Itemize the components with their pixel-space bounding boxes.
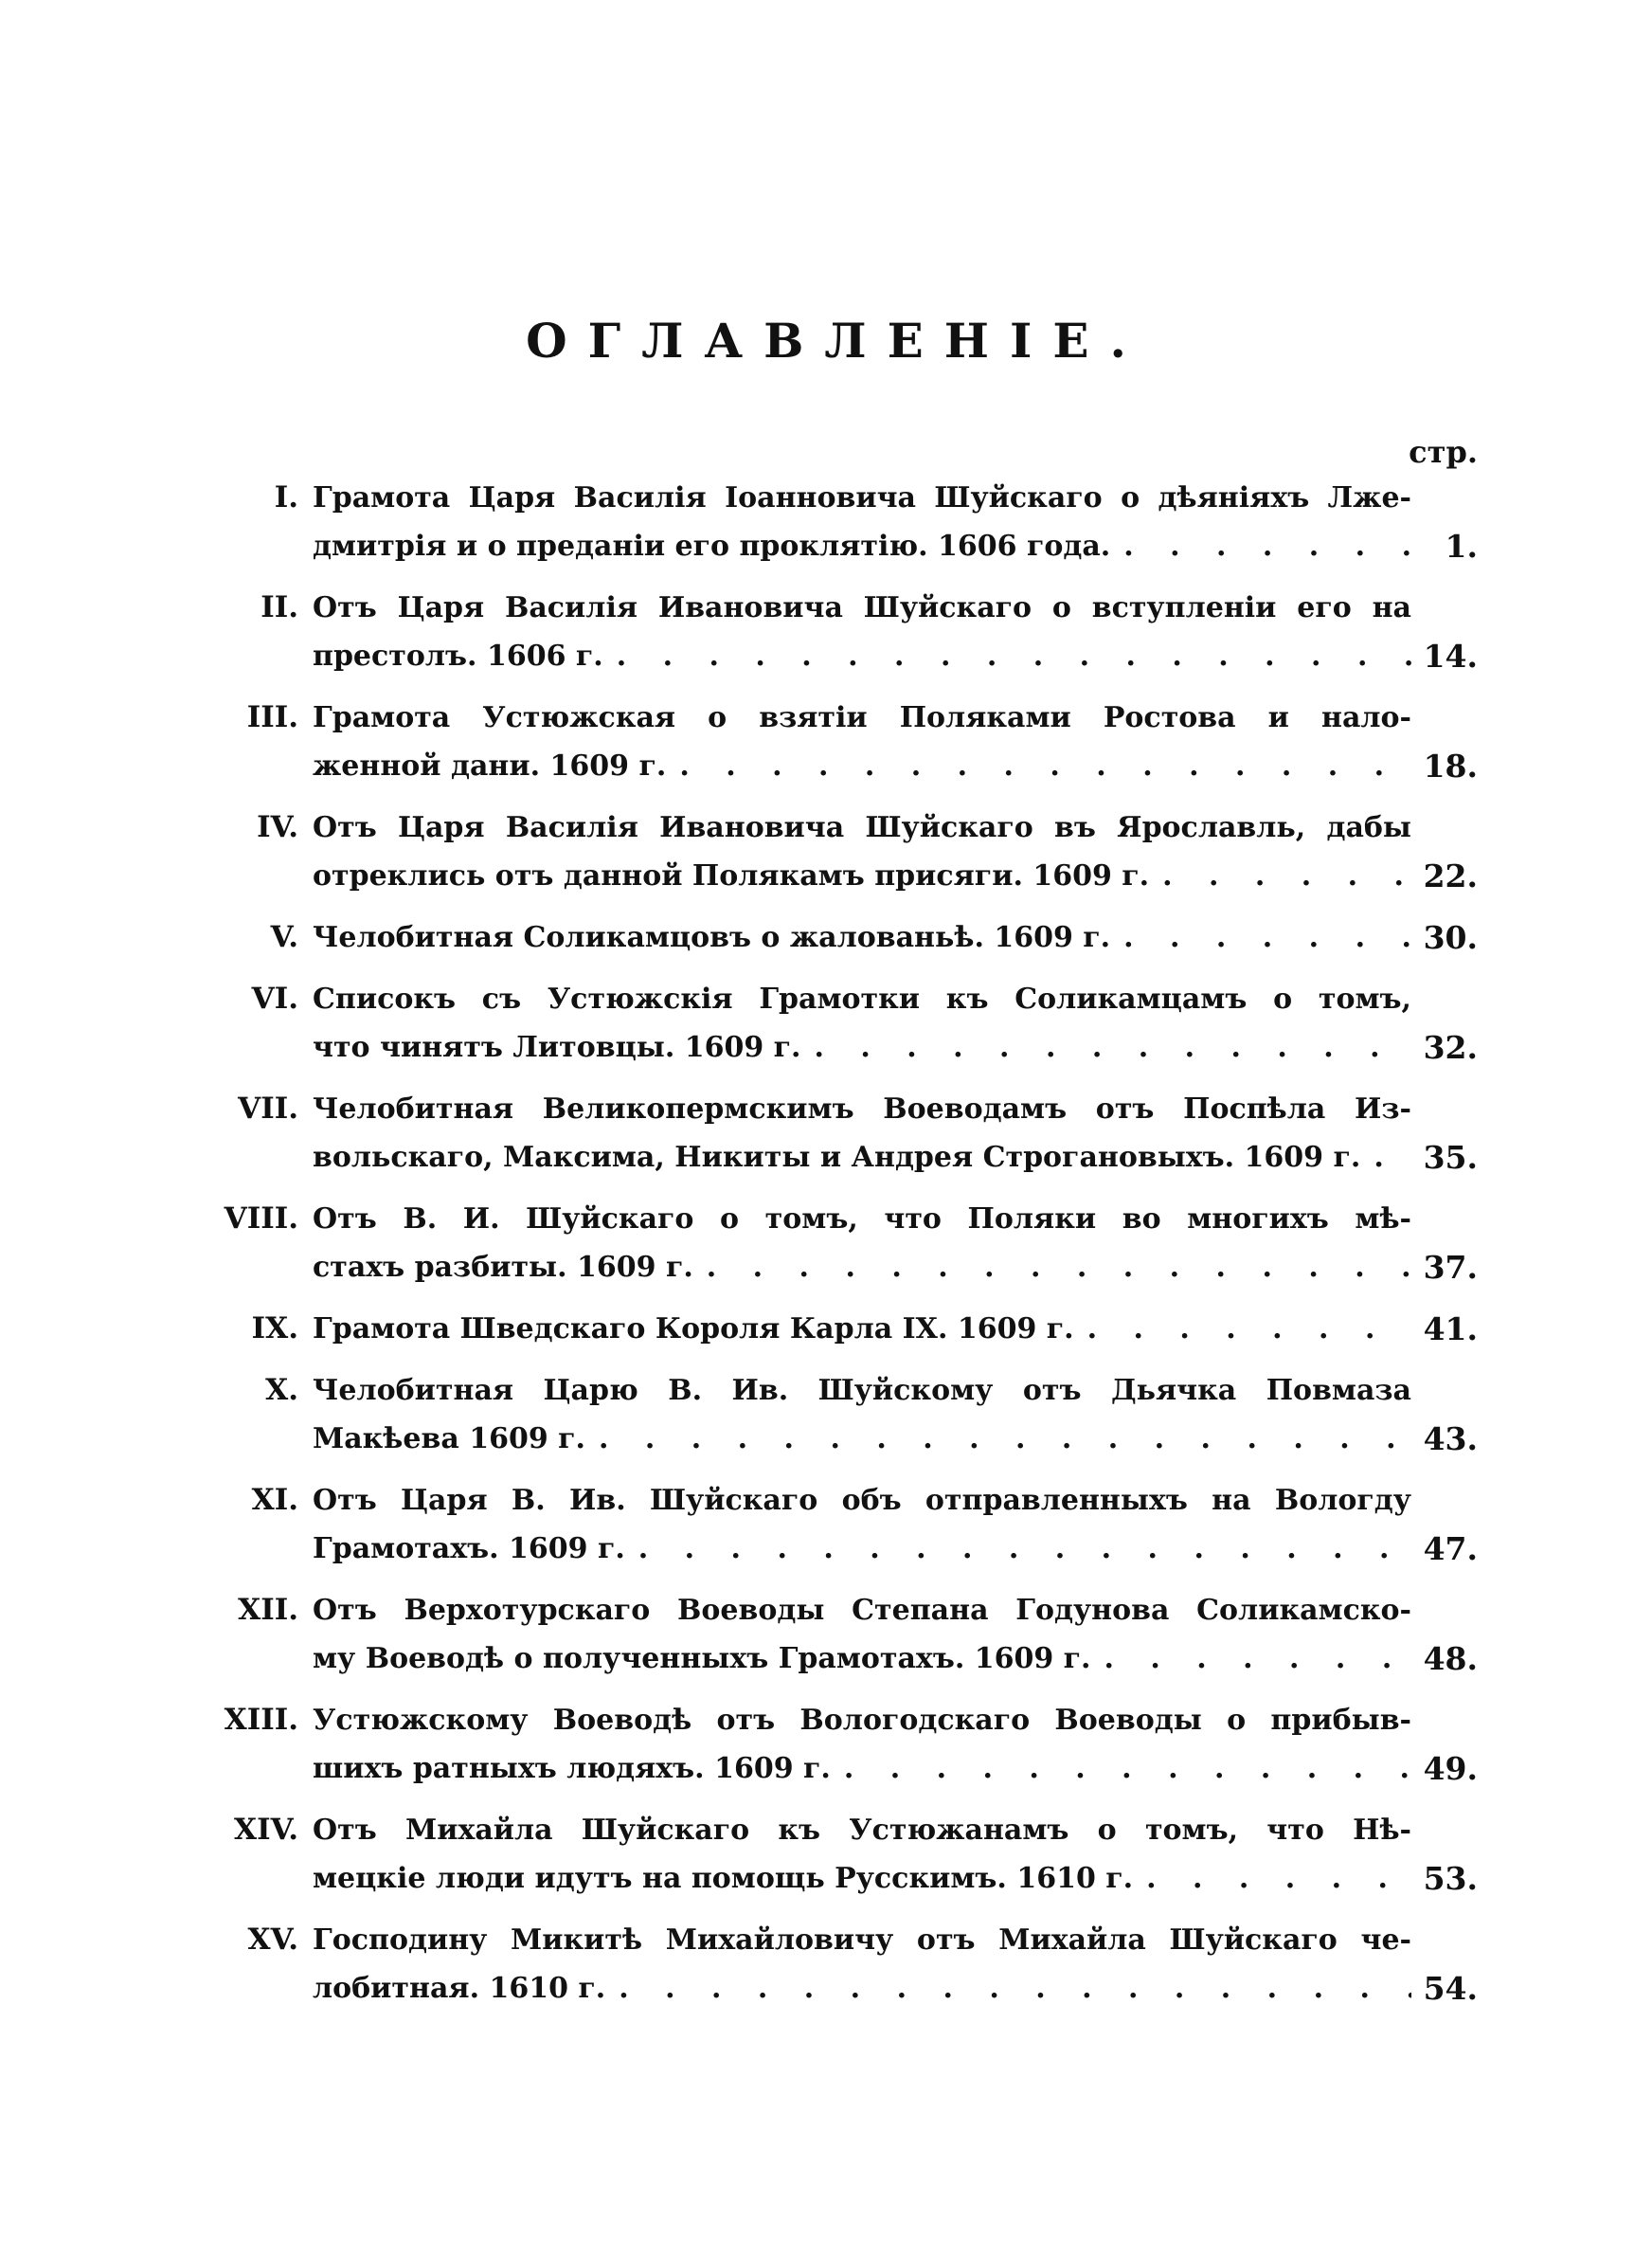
entry-numeral: I.: [274, 480, 298, 515]
entry-page-number: 30.: [1423, 919, 1478, 956]
entry-numeral: VI.: [251, 982, 298, 1016]
table-of-contents: [0, 474, 1652, 2026]
toc-entry: [0, 1806, 1652, 1903]
toc-entry: [0, 1586, 1652, 1683]
entry-text-last: стахъ разбиты. 1609 г.: [313, 1251, 693, 1284]
entry-page-number: 43.: [1423, 1420, 1478, 1457]
entry-numeral: V.: [270, 920, 298, 954]
entry-text-line: Отъ Верхотурскаго Воеводы Степана Годунова Соликамско-: [313, 1594, 1411, 1627]
entry-numeral: III.: [246, 700, 298, 734]
entry-text-last: лобитная. 1610 г.: [313, 1972, 606, 2005]
entry-page-number: 49.: [1423, 1750, 1478, 1787]
entry-numeral: IX.: [251, 1311, 298, 1345]
page-column-label: стр.: [1409, 434, 1478, 470]
entry-page-number: 53.: [1423, 1860, 1478, 1897]
toc-entry: [0, 1085, 1652, 1182]
entry-text-last: Макѣева 1609 г.: [313, 1422, 585, 1455]
toc-entry: [0, 913, 1652, 962]
entry-text-line: Челобитная Великопермскимъ Воеводамъ отъ Поспѣла Из-: [313, 1092, 1411, 1126]
leader-dots: [638, 1525, 1411, 1573]
entry-text-line: Отъ Михайла Шуйскаго къ Устюжанамъ о томъ, что Нѣ-: [313, 1814, 1411, 1847]
entry-text-last: Челобитная Соликамцовъ о жалованьѣ. 1609 г.: [313, 921, 1111, 954]
entry-page-number: 1.: [1445, 528, 1478, 565]
entry-numeral: XIV.: [234, 1813, 298, 1847]
entry-numeral: XII.: [238, 1593, 298, 1627]
toc-entry: [0, 1916, 1652, 2013]
entry-page-number: 35.: [1423, 1139, 1478, 1176]
entry-text-line: Челобитная Царю В. Ив. Шуйскому отъ Дьячка Повмаза: [313, 1374, 1411, 1407]
leader-dots: [599, 1415, 1411, 1463]
leader-dots: [1146, 1854, 1411, 1903]
entry-text-last: женной дани. 1609 г.: [313, 749, 667, 783]
leader-dots: [1104, 1634, 1411, 1683]
entry-page-number: 41.: [1423, 1310, 1478, 1347]
entry-page-number: 48.: [1423, 1640, 1478, 1677]
entry-numeral: II.: [260, 590, 298, 624]
entry-text-last: вольскаго, Максима, Никиты и Андрея Строгановыхъ. 1609 г.: [313, 1141, 1361, 1174]
entry-text-last: мецкіе люди идутъ на помощь Русскимъ. 1610 г.: [313, 1862, 1134, 1895]
entry-page-number: 54.: [1423, 1970, 1478, 2007]
entry-text-last: шихъ ратныхъ людяхъ. 1609 г.: [313, 1752, 831, 1785]
entry-text-last: Грамотахъ. 1609 г.: [313, 1532, 625, 1565]
leader-dots: [1087, 1305, 1411, 1353]
entry-numeral: VIII.: [224, 1201, 298, 1236]
leader-dots: [707, 1243, 1411, 1291]
entry-text-line: Списокъ съ Устюжскія Грамотки къ Соликамцамъ о томъ,: [313, 983, 1411, 1016]
entry-text-line: Грамота Царя Василія Іоанновича Шуйскаго о дѣяніяхъ Лже-: [313, 481, 1411, 515]
entry-page-number: 22.: [1423, 858, 1478, 894]
entry-page-number: 37.: [1423, 1249, 1478, 1286]
leader-dots: [1123, 522, 1411, 570]
toc-entry: [0, 694, 1652, 790]
leader-dots: [815, 1023, 1412, 1072]
entry-text-last: дмитрія и о преданіи его проклятію. 1606 года.: [313, 530, 1111, 563]
entry-text-line: Господину Микитѣ Михайловичу отъ Михайла Шуйскаго че-: [313, 1923, 1411, 1957]
toc-entry: [0, 1476, 1652, 1573]
leader-dots: [617, 632, 1411, 680]
leader-dots: [619, 1964, 1411, 2013]
entry-text-line: Отъ Царя Василія Ивановича Шуйскаго о вступленіи его на: [313, 591, 1411, 624]
page-title: ОГЛАВЛЕНIЕ.: [526, 313, 1147, 369]
entry-page-number: 47.: [1423, 1530, 1478, 1567]
leader-dots: [679, 742, 1411, 790]
entry-text-last: Грамота Шведскаго Короля Карла IX. 1609 г.: [313, 1312, 1074, 1345]
entry-text-line: Отъ Царя В. Ив. Шуйскаго объ отправленныхъ на Вологду: [313, 1484, 1411, 1517]
entry-numeral: X.: [265, 1373, 298, 1407]
entry-numeral: XI.: [251, 1483, 298, 1517]
entry-page-number: 14.: [1423, 638, 1478, 675]
entry-numeral: VII.: [238, 1092, 298, 1126]
entry-text-last: престолъ. 1606 г.: [313, 640, 603, 673]
toc-entry: [0, 975, 1652, 1072]
entry-text-last: отреклись отъ данной Полякамъ присяги. 1609 г.: [313, 859, 1150, 893]
entry-numeral: XIII.: [224, 1703, 298, 1737]
entry-text-line: Отъ Царя Василія Ивановича Шуйскаго въ Ярославль, дабы: [313, 811, 1411, 844]
leader-dots: [1162, 852, 1411, 900]
toc-entry: [0, 1696, 1652, 1793]
entry-numeral: XV.: [247, 1923, 298, 1957]
toc-entry: [0, 584, 1652, 680]
entry-text-last: му Воеводѣ о полученныхъ Грамотахъ. 1609 г.: [313, 1642, 1091, 1675]
entry-page-number: 32.: [1423, 1029, 1478, 1066]
entry-text-line: Отъ В. И. Шуйскаго о томъ, что Поляки во многихъ мѣ-: [313, 1202, 1411, 1236]
toc-entry: [0, 1195, 1652, 1291]
toc-entry: [0, 1305, 1652, 1353]
toc-entry: [0, 803, 1652, 900]
toc-entry: [0, 1366, 1652, 1463]
leader-dots: [1123, 913, 1411, 962]
entry-page-number: 18.: [1423, 748, 1478, 785]
toc-entry: [0, 474, 1652, 570]
entry-text-line: Грамота Устюжская о взятіи Поляками Ростова и нало-: [313, 701, 1411, 734]
entry-text-line: Устюжскому Воеводѣ отъ Вологодскаго Воеводы о прибыв-: [313, 1704, 1411, 1737]
leader-dots: [844, 1744, 1411, 1793]
entry-numeral: IV.: [257, 810, 298, 844]
entry-text-last: что чинятъ Литовцы. 1609 г.: [313, 1031, 801, 1064]
